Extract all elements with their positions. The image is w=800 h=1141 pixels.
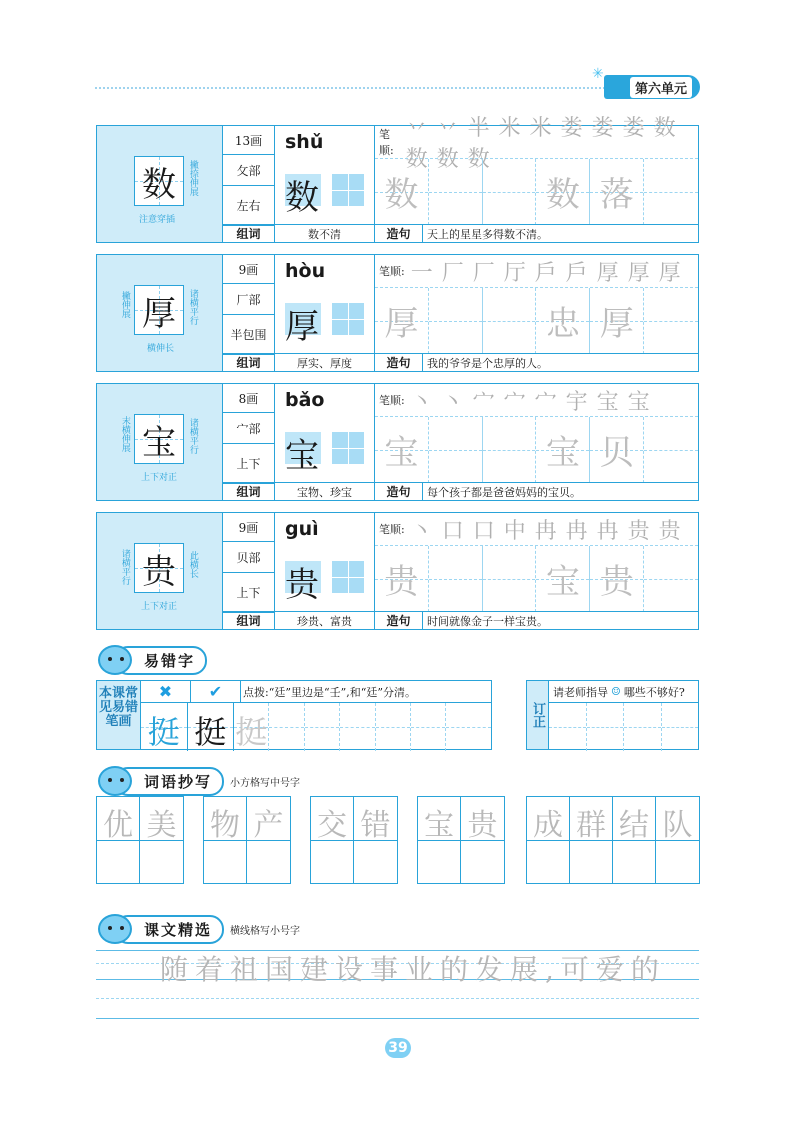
- trace-cell[interactable]: [429, 417, 483, 483]
- word-grid-5: [526, 796, 700, 884]
- error-grid: [141, 703, 491, 751]
- teacher-tip: 请老师指导: [553, 685, 608, 699]
- header-dotted-line: [95, 87, 605, 89]
- word-grid-1: [96, 796, 184, 884]
- practice-cell[interactable]: [340, 703, 375, 751]
- trace-cell[interactable]: 落: [590, 159, 644, 225]
- model-char: 贵: [134, 543, 184, 593]
- usage-row: [223, 224, 698, 242]
- practice-cell[interactable]: [305, 703, 340, 751]
- radical: 宀部: [223, 413, 275, 444]
- sentence: 每个孩子都是爸爸妈妈的宝贝。: [427, 485, 581, 499]
- stroke-count: 9画: [223, 255, 275, 284]
- correction-cell[interactable]: [549, 703, 587, 751]
- sentence: 天上的星星多得数不清。: [427, 227, 548, 241]
- note-left: 撇伸展: [119, 291, 130, 318]
- practice-area: [275, 255, 375, 355]
- char-model-panel: [97, 513, 223, 629]
- zuci-label: 组词: [223, 354, 275, 371]
- note-right: 诸横平行: [187, 418, 198, 454]
- word-cell[interactable]: 错: [354, 797, 397, 883]
- word-cell[interactable]: 产: [247, 797, 290, 883]
- stroke-order: 丶 丶 宀 宀 宀 宇 宝 宝: [410, 389, 651, 415]
- correction-cell[interactable]: [662, 703, 699, 751]
- char-card-4: [96, 512, 699, 630]
- writing-line[interactable]: [96, 1018, 699, 1019]
- note-right: 此横长: [187, 551, 198, 578]
- words-title-label: 词语抄写: [114, 767, 224, 796]
- error-section-title: [98, 645, 207, 675]
- char-model-panel: [97, 255, 223, 371]
- trace-cell[interactable]: 数: [536, 159, 590, 225]
- radical: 厂部: [223, 284, 275, 315]
- note-bottom: 上下对正: [141, 473, 178, 483]
- stroke-order: 丷 丷 半 米 米 娄 娄 娄 数 数 数 数: [405, 116, 677, 172]
- tip-question: 哪些不够好?: [623, 685, 685, 699]
- words: 厚实、厚度: [275, 354, 375, 371]
- trace-grid: [375, 159, 698, 225]
- error-tip: 点拨:“廷”里边是“壬”,和“廷”分清。: [241, 681, 491, 703]
- practice-char: 宝: [285, 436, 319, 476]
- model-char: 宝: [134, 414, 184, 464]
- words-section-title: [98, 766, 300, 796]
- stroke-order-label: 笔顺:: [379, 265, 405, 278]
- usage-row: [223, 611, 698, 629]
- word-cell[interactable]: 群: [570, 797, 613, 883]
- char-card-3: [96, 383, 699, 501]
- trace-cell[interactable]: [483, 546, 537, 612]
- empty-practice-box[interactable]: [332, 174, 364, 206]
- trace-cell[interactable]: [429, 546, 483, 612]
- char-card-1: [96, 116, 699, 243]
- practice-cell[interactable]: [269, 703, 304, 751]
- radical: 攵部: [223, 155, 275, 186]
- unit-label: 第六单元: [630, 77, 692, 98]
- words: 珍贵、富贵: [275, 612, 375, 629]
- empty-practice-box[interactable]: [332, 561, 364, 593]
- practice-char: 厚: [285, 307, 319, 347]
- note-right: 诸横平行: [187, 289, 198, 325]
- text-subtitle: 横线格写小号字: [230, 925, 301, 937]
- trace-grid: [375, 546, 698, 612]
- right-char: 挺: [194, 713, 227, 751]
- text-title-label: 课文精选: [114, 915, 224, 944]
- wrong-char: 挺: [147, 713, 180, 751]
- char-card-2: [96, 254, 699, 372]
- trace-char: 挺: [235, 713, 268, 751]
- word-cell[interactable]: 美: [140, 797, 183, 883]
- practice-area: [275, 126, 375, 226]
- radical: 贝部: [223, 542, 275, 573]
- copy-text: 随着祖国建设事业的发展,可爱的: [160, 953, 666, 986]
- stroke-order-row: [375, 255, 698, 288]
- zuci-label: 组词: [223, 483, 275, 500]
- cat-mascot-icon: [98, 766, 132, 796]
- char-model-panel: [97, 384, 223, 500]
- writing-line[interactable]: [96, 998, 699, 999]
- stroke-order: 一 厂 厂 厅 戶 戶 厚 厚 厚: [410, 260, 682, 286]
- word-cell[interactable]: 优: [97, 797, 140, 883]
- zuci-label: 组词: [223, 612, 275, 629]
- note-right: 撇捺伸展: [187, 160, 198, 196]
- correction-tip: [549, 681, 698, 703]
- trace-cell[interactable]: 宝: [375, 417, 429, 483]
- practice-cell[interactable]: [234, 703, 269, 751]
- unit-tab: [604, 75, 700, 99]
- note-bottom: 注意穿插: [139, 215, 176, 225]
- practice-cell[interactable]: [411, 703, 446, 751]
- trace-cell[interactable]: [644, 288, 698, 354]
- wrong-char-cell: [141, 703, 188, 751]
- word-grid-3: [310, 796, 398, 884]
- char-model-panel: [97, 126, 223, 242]
- trace-cell[interactable]: 贝: [590, 417, 644, 483]
- zaoju-label: 造句: [375, 483, 423, 500]
- sentence: 我的爷爷是个忠厚的人。: [427, 356, 548, 370]
- stroke-count: 8画: [223, 384, 275, 413]
- trace-cell[interactable]: 贵: [375, 546, 429, 612]
- zaoju-label: 造句: [375, 225, 423, 242]
- trace-cell[interactable]: 宝: [536, 546, 590, 612]
- trace-cell[interactable]: [644, 546, 698, 612]
- page-number: 39: [385, 1038, 411, 1058]
- word-cell[interactable]: 结: [613, 797, 656, 883]
- right-char-cell: [188, 703, 235, 751]
- words: 宝物、珍宝: [275, 483, 375, 500]
- stroke-order-row: [375, 384, 698, 417]
- sentence: 时间就像金子一样宝贵。: [427, 614, 548, 628]
- zaoju-label: 造句: [375, 612, 423, 629]
- model-char: 数: [134, 156, 184, 206]
- correction-grid: [549, 703, 698, 751]
- word-grid-4: [417, 796, 505, 884]
- words: 数不清: [275, 225, 375, 242]
- structure: 上下: [223, 444, 275, 484]
- note-left: 末横伸展: [119, 416, 130, 452]
- trace-cell[interactable]: [429, 288, 483, 354]
- correction-label: 订正: [527, 681, 549, 749]
- trace-grid: [375, 288, 698, 354]
- structure: 半包围: [223, 315, 275, 355]
- pig-mascot-icon: [98, 645, 132, 675]
- trace-cell[interactable]: [483, 159, 537, 225]
- stroke-order-row: [375, 116, 698, 172]
- error-char-box: [96, 680, 492, 750]
- structure: 上下: [223, 573, 275, 613]
- model-char: 厚: [134, 285, 184, 335]
- correction-cell[interactable]: [587, 703, 625, 751]
- trace-cell[interactable]: [483, 417, 537, 483]
- correction-box: [526, 680, 699, 750]
- zuci-label: 组词: [223, 225, 275, 242]
- right-mark-icon: ✔: [191, 681, 241, 703]
- stroke-order-label: 笔顺:: [379, 128, 394, 157]
- error-title-label: 易错字: [114, 646, 207, 675]
- word-cell[interactable]: 贵: [461, 797, 504, 883]
- usage-row: [223, 353, 698, 371]
- pinyin: shǔ: [285, 130, 324, 153]
- stroke-order-label: 笔顺:: [379, 394, 405, 407]
- empty-practice-box[interactable]: [332, 432, 364, 464]
- sparkle-icon: ✳: [592, 66, 604, 82]
- stroke-order-label: 笔顺:: [379, 523, 405, 536]
- structure: 左右: [223, 186, 275, 226]
- stroke-count: 9画: [223, 513, 275, 542]
- practice-area: [275, 513, 375, 613]
- trace-cell[interactable]: 厚: [375, 288, 429, 354]
- note-left: 诸横平行: [119, 549, 130, 585]
- trace-cell[interactable]: [644, 159, 698, 225]
- practice-cell[interactable]: [376, 703, 411, 751]
- stroke-count: 13画: [223, 126, 275, 155]
- practice-char: 贵: [285, 565, 319, 605]
- practice-char: 数: [285, 178, 319, 218]
- word-cell[interactable]: 物: [204, 797, 247, 883]
- word-cell[interactable]: 队: [656, 797, 699, 883]
- pinyin: hòu: [285, 259, 326, 282]
- word-grid-2: [203, 796, 291, 884]
- trace-cell[interactable]: 数: [375, 159, 429, 225]
- wrong-mark-icon: ✖: [141, 681, 191, 703]
- word-cell[interactable]: 宝: [418, 797, 461, 883]
- usage-row: [223, 482, 698, 500]
- text-section-title: [98, 914, 300, 944]
- correction-cell[interactable]: [624, 703, 662, 751]
- trace-cell[interactable]: 宝: [536, 417, 590, 483]
- trace-cell[interactable]: 贵: [590, 546, 644, 612]
- panda-mascot-icon: [98, 914, 132, 944]
- practice-area: [275, 384, 375, 484]
- trace-cell[interactable]: [483, 288, 537, 354]
- trace-cell[interactable]: [429, 159, 483, 225]
- trace-grid: [375, 417, 698, 483]
- stroke-order-row: [375, 513, 698, 546]
- trace-cell[interactable]: [644, 417, 698, 483]
- word-cell[interactable]: 成: [527, 797, 570, 883]
- note-bottom: 横伸长: [147, 344, 175, 354]
- practice-cell[interactable]: [446, 703, 491, 751]
- words-subtitle: 小方格写中号字: [230, 777, 301, 789]
- empty-practice-box[interactable]: [332, 303, 364, 335]
- smile-icon: ☺: [611, 685, 621, 698]
- pinyin: guì: [285, 517, 319, 540]
- stroke-order: 丶 口 口 中 冉 冉 冉 贵 贵: [410, 518, 682, 544]
- trace-cell[interactable]: 厚: [590, 288, 644, 354]
- pinyin: bǎo: [285, 388, 325, 411]
- note-bottom: 上下对正: [141, 602, 178, 612]
- trace-cell[interactable]: 忠: [536, 288, 590, 354]
- word-cell[interactable]: 交: [311, 797, 354, 883]
- zaoju-label: 造句: [375, 354, 423, 371]
- error-label: 本课常见易错笔画: [97, 681, 141, 749]
